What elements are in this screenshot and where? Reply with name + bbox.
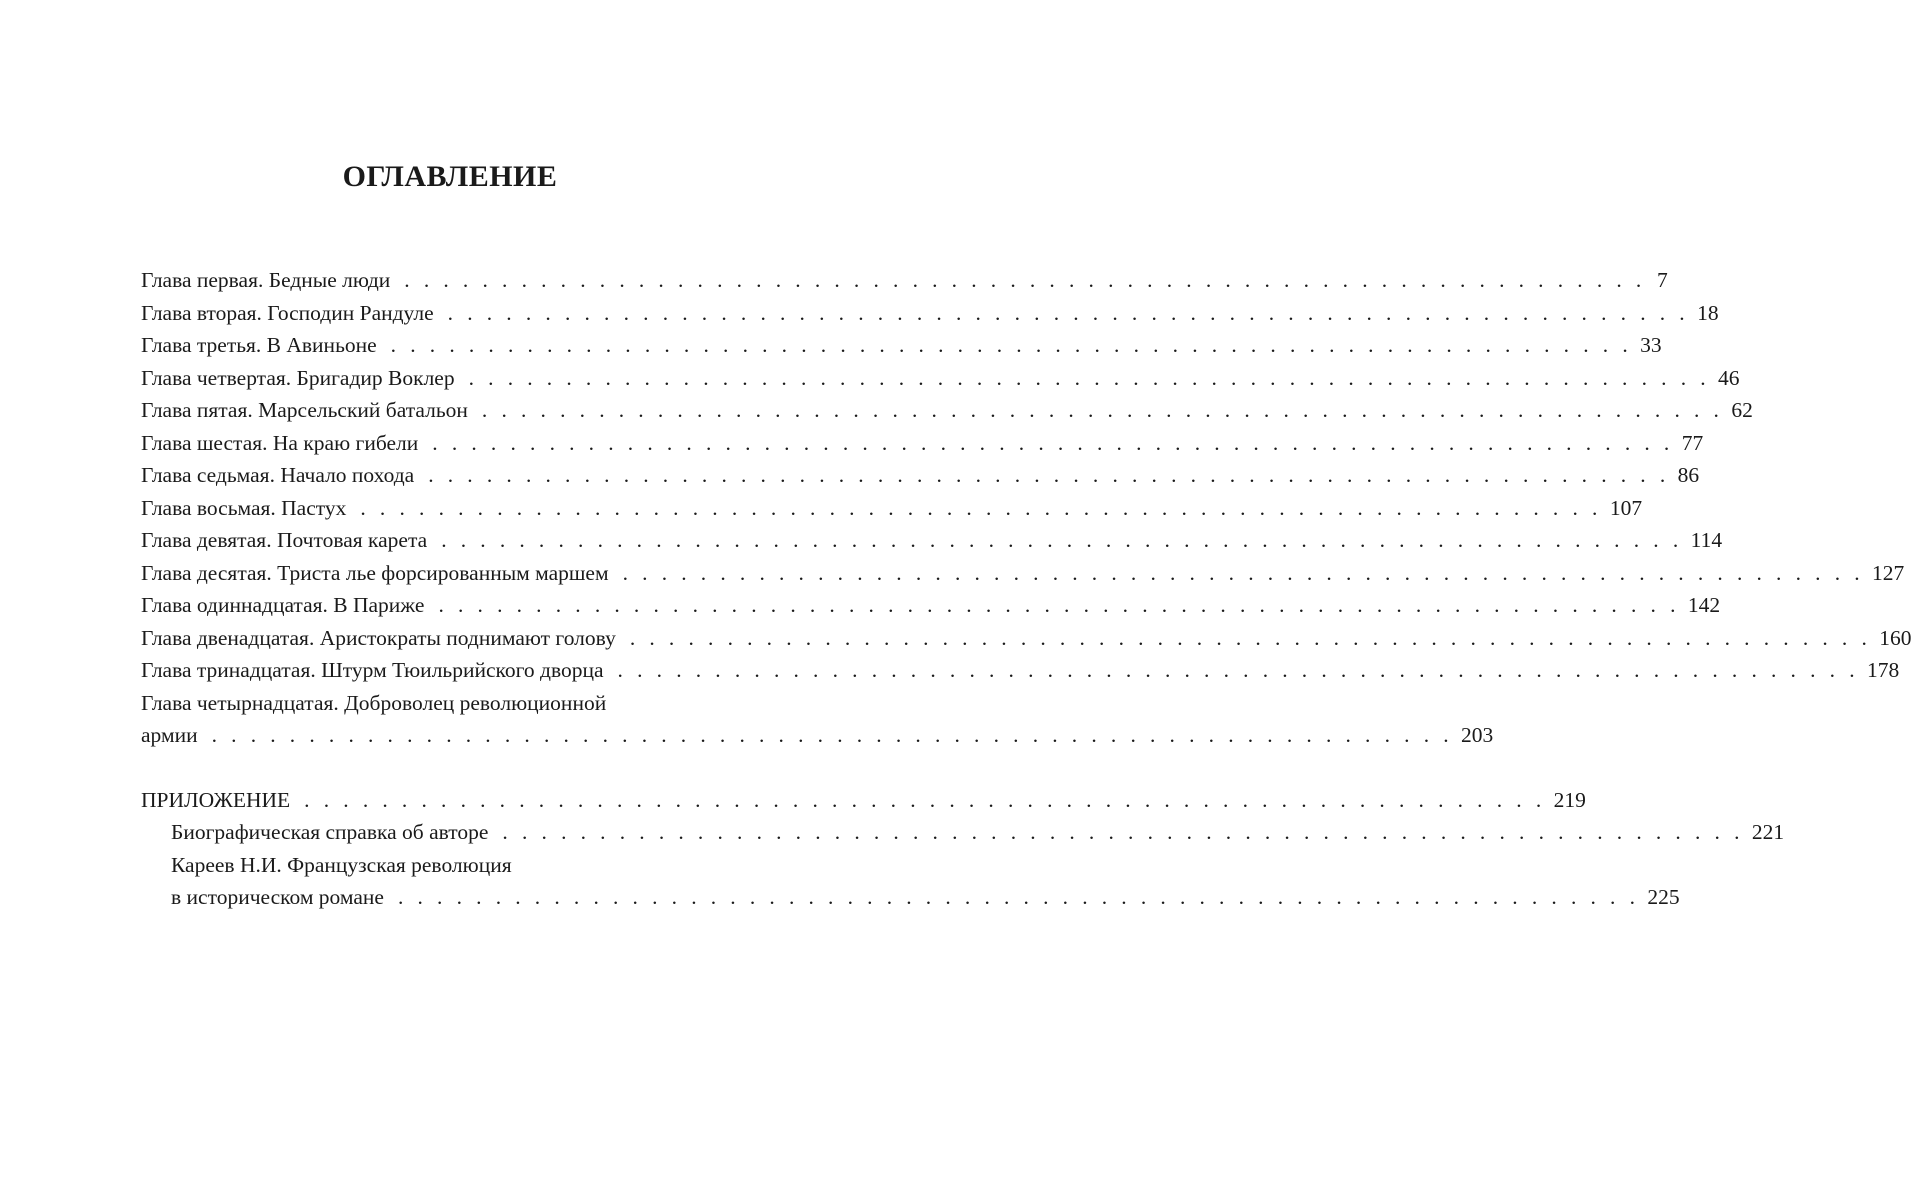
dot-leader: . . . . . . . . . . . . . . . . . . . . . . . . . . . . . . . . . . . . . . . . . . . . . . . . . . . . . . . . . . . . . . . . — [304, 787, 1546, 812]
toc-entry-page: 219 — [1553, 787, 1586, 812]
toc-entry — [141, 719, 1494, 752]
appendix-list — [141, 816, 1785, 849]
toc-entry-page: 86 — [1677, 463, 1700, 487]
toc-entry-page: 18 — [1697, 300, 1719, 325]
toc-entry-label: Глава одиннадцатая. В Париже — [141, 593, 425, 617]
toc-entry — [141, 427, 1704, 460]
dot-leader: . . . . . . . . . . . . . . . . . . . . . . . . . . . . . . . . . . . . . . . . . . . . . . . . . . . . . . . . . . . . . . . . — [432, 430, 1674, 455]
toc-entry — [141, 654, 1900, 687]
toc-entry-label: Глава двенадцатая. Аристократы поднимают голову — [141, 625, 616, 650]
toc-entry-page: 142 — [1687, 593, 1721, 617]
toc-entry-page: 77 — [1681, 430, 1704, 455]
toc-entry-appendix — [141, 784, 1586, 817]
dot-leader: . . . . . . . . . . . . . . . . . . . . . . . . . . . . . . . . . . . . . . . . . . . . . . . . . . . . . . . . . . . . . . . . — [428, 463, 1670, 487]
toc-entry-label: Глава третья. В Авиньоне — [141, 333, 377, 357]
dot-leader: . . . . . . . . . . . . . . . . . . . . . . . . . . . . . . . . . . . . . . . . . . . . . . . . . . . . . . . . . . . . . . . . — [622, 560, 1865, 585]
table-of-contents — [141, 264, 1912, 914]
toc-entry-page: 107 — [1609, 495, 1643, 520]
toc-entry-label: Глава девятая. Почтовая карета — [141, 528, 428, 552]
toc-entry — [141, 524, 1723, 557]
toc-entry-label: Глава вторая. Господин Рандуле — [141, 300, 434, 325]
toc-entry-label: ПРИЛОЖЕНИЕ — [141, 787, 291, 812]
dot-leader: . . . . . . . . . . . . . . . . . . . . . . . . . . . . . . . . . . . . . . . . . . . . . . . . . . . . . . . . . . . . . . . . — [397, 885, 1640, 909]
toc-entry-label: армии — [141, 723, 198, 747]
toc-entry — [141, 492, 1643, 525]
toc-entry-page: 221 — [1751, 820, 1785, 844]
toc-entry-label: в историческом романе — [171, 885, 384, 909]
toc-entry-page: 33 — [1640, 333, 1662, 357]
toc-entry — [141, 459, 1700, 492]
toc-entry-label: Глава первая. Бедные люди — [141, 268, 391, 292]
section-gap — [141, 752, 759, 784]
toc-entry — [141, 816, 1785, 849]
toc-entry-page: 178 — [1866, 658, 1900, 682]
dot-leader: . . . . . . . . . . . . . . . . . . . . . . . . . . . . . . . . . . . . . . . . . . . . . . . . . . . . . . . . . . . . . . . . — [617, 658, 1859, 682]
dot-leader: . . . . . . . . . . . . . . . . . . . . . . . . . . . . . . . . . . . . . . . . . . . . . . . . . . . . . . . . . . . . . . . . — [481, 398, 1724, 422]
dot-leader: . . . . . . . . . . . . . . . . . . . . . . . . . . . . . . . . . . . . . . . . . . . . . . . . . . . . . . . . . . . . . . . . — [211, 723, 1454, 747]
toc-entry-line: Глава четырнадцатая. Доброволец революционной — [141, 690, 607, 715]
toc-entry-page: 203 — [1461, 723, 1494, 747]
toc-entry-label: Глава десятая. Триста лье форсированным маршем — [141, 560, 609, 585]
toc-entry-label: Глава пятая. Марсельский батальон — [141, 398, 468, 422]
toc-entry — [141, 362, 1740, 395]
toc-entry — [141, 264, 1668, 297]
page-title: ОГЛАВЛЕНИЕ — [342, 160, 558, 193]
toc-entry-label: Глава восьмая. Пастух — [141, 495, 347, 520]
toc-entry — [141, 589, 1721, 622]
toc-entry-page: 7 — [1656, 268, 1668, 292]
toc-entry-page: 127 — [1872, 560, 1905, 585]
toc-entry-page: 114 — [1690, 528, 1723, 552]
toc-entry — [141, 881, 1680, 914]
toc-entry-label: Глава седьмая. Начало похода — [141, 463, 415, 487]
toc-entry — [141, 557, 1905, 590]
dot-leader: . . . . . . . . . . . . . . . . . . . . . . . . . . . . . . . . . . . . . . . . . . . . . . . . . . . . . . . . . . . . . . . . — [404, 268, 1646, 292]
dot-leader: . . . . . . . . . . . . . . . . . . . . . . . . . . . . . . . . . . . . . . . . . . . . . . . . . . . . . . . . . . . . . . . . — [438, 593, 1680, 617]
toc-entry-label: Глава четвертая. Бригадир Воклер — [141, 365, 455, 390]
dot-leader: . . . . . . . . . . . . . . . . . . . . . . . . . . . . . . . . . . . . . . . . . . . . . . . . . . . . . . . . . . . . . . . . — [502, 820, 1744, 844]
toc-entry-page: 62 — [1731, 398, 1753, 422]
dot-leader: . . . . . . . . . . . . . . . . . . . . . . . . . . . . . . . . . . . . . . . . . . . . . . . . . . . . . . . . . . . . . . . . — [468, 365, 1711, 390]
chapter-list — [141, 264, 1912, 687]
toc-entry-label: Биографическая справка об авторе — [171, 820, 489, 844]
toc-entry-line: Кареев Н.И. Французская революция — [171, 852, 512, 877]
toc-entry — [141, 297, 1719, 330]
toc-entry-page: 46 — [1718, 365, 1740, 390]
toc-entry — [141, 394, 1753, 427]
toc-entry-page: 225 — [1647, 885, 1680, 909]
dot-leader: . . . . . . . . . . . . . . . . . . . . . . . . . . . . . . . . . . . . . . . . . . . . . . . . . . . . . . . . . . . . . . . . — [390, 333, 1633, 357]
dot-leader: . . . . . . . . . . . . . . . . . . . . . . . . . . . . . . . . . . . . . . . . . . . . . . . . . . . . . . . . . . . . . . . . — [360, 495, 1602, 520]
toc-entry-label: Глава тринадцатая. Штурм Тюильрийского дворца — [141, 658, 604, 682]
toc-entry-label: Глава шестая. На краю гибели — [141, 430, 419, 455]
dot-leader: . . . . . . . . . . . . . . . . . . . . . . . . . . . . . . . . . . . . . . . . . . . . . . . . . . . . . . . . . . . . . . . . — [629, 625, 1872, 650]
toc-entry-page: 160 — [1879, 625, 1912, 650]
dot-leader: . . . . . . . . . . . . . . . . . . . . . . . . . . . . . . . . . . . . . . . . . . . . . . . . . . . . . . . . . . . . . . . . — [441, 528, 1683, 552]
toc-entry — [141, 329, 1662, 362]
dot-leader: . . . . . . . . . . . . . . . . . . . . . . . . . . . . . . . . . . . . . . . . . . . . . . . . . . . . . . . . . . . . . . . . — [447, 300, 1690, 325]
toc-entry — [141, 622, 1912, 655]
